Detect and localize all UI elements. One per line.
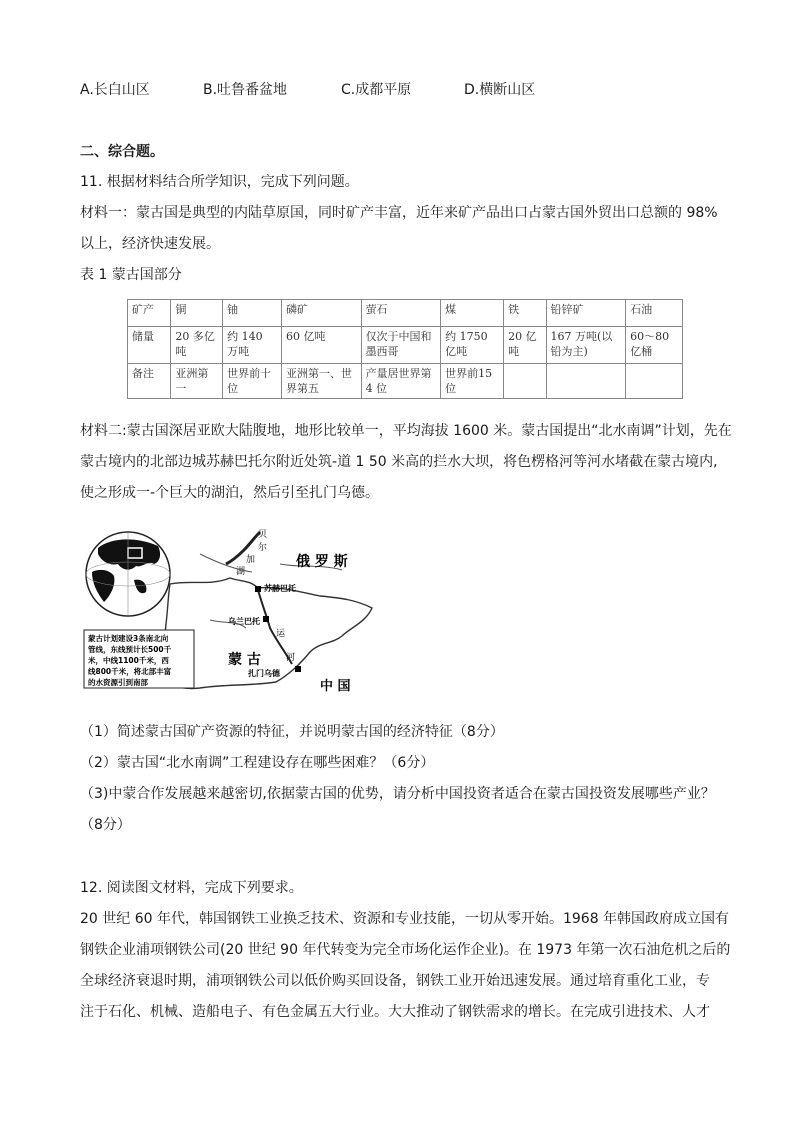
city-sukhbaatar: 苏赫巴托 [264, 584, 296, 593]
table-row [128, 327, 683, 364]
table-header-row [128, 300, 683, 327]
table-caption: 表 1 蒙古国部分 [80, 267, 182, 283]
q11-material2-line3: 使之形成一-个巨大的湖泊，然后引至扎门乌德。 [80, 485, 380, 501]
table-cell: 磷矿 [281, 300, 361, 327]
q12-stem: 12. 阅读图文材料，完成下列要求。 [80, 880, 303, 896]
table-cell: 铀 [223, 300, 282, 327]
canal-label-2: 河 [286, 653, 296, 663]
table-cell: 60 亿吨 [281, 327, 361, 364]
table-cell: 铁 [504, 300, 546, 327]
minerals-table [127, 299, 683, 399]
table-cell: 亚洲第一 [171, 364, 223, 399]
table-cell: 产量居世界第 4 位 [361, 364, 441, 399]
table-cell: 备注 [128, 364, 171, 399]
lake-label-4: 湖 [236, 567, 246, 577]
q12-line3: 全球经济衰退时期，浦项钢铁公司以低价购买回设备，钢铁工业开始迅速发展。通过培育重化工业，专 [80, 973, 710, 989]
option-a: A.长白山区 [80, 82, 150, 98]
table-cell: 萤石 [361, 300, 441, 327]
table-cell: 20 多亿吨 [171, 327, 223, 364]
mongolia-map [80, 524, 382, 706]
map-note-line: 米，中线1100千米，西 [88, 656, 169, 665]
table-cell: 约 1750 亿吨 [441, 327, 504, 364]
lake-label-1: 贝 [258, 530, 268, 540]
table-cell: 亚洲第一、世界第五 [281, 364, 361, 399]
map-note-line: 的水资源引到南部 [88, 678, 148, 687]
russia-label: 俄 罗 斯 [296, 554, 348, 570]
q11-material2-line1: 材料二:蒙古国深居亚欧大陆腹地，地形比较单一，平均海拔 1600 米。蒙古国提出“北水南调”计划，先在 [80, 423, 732, 439]
q12-line2: 钢铁企业浦项钢铁公司(20 世纪 90 年代转变为完全市场化运作企业)。在 1973 年第一次石油危机之后的 [80, 942, 731, 958]
table-cell: 煤 [441, 300, 504, 327]
q11-sub3-line1: （3)中蒙合作发展越来越密切,依据蒙古国的优势，请分析中国投资者适合在蒙古国投资发展哪些产业？ [80, 786, 715, 802]
option-c: C.成都平原 [341, 82, 412, 98]
map-note-line: 管线，东线预计长500千 [88, 645, 172, 654]
mongolia-label: 蒙 古 [228, 652, 261, 668]
option-b: B.吐鲁番盆地 [203, 82, 288, 98]
table-cell: 矿产 [128, 300, 171, 327]
q12-line4: 注于石化、机械、造船电子、有色金属五大行业。大大推动了钢铁需求的增长。在完成引进技术、人才 [80, 1004, 710, 1020]
q11-material2-line2: 蒙古境内的北部边城苏赫巴托尔附近处筑-道 1 50 米高的拦水大坝，将色楞格河等河水堵截在蒙古境内, [80, 454, 718, 470]
q12-line1: 20 世纪 60 年代，韩国钢铁工业换乏技术、资源和专业技能，一切从零开始。1968 年韩国政府成立国有 [80, 911, 730, 927]
table-cell: 铅锌矿 [546, 300, 626, 327]
table-cell: 20 亿吨 [504, 327, 546, 364]
q11-stem: 11. 根据材料结合所学知识，完成下列问题。 [80, 174, 359, 190]
table-cell [546, 364, 626, 399]
table-cell: 约 140 万吨 [223, 327, 282, 364]
q11-sub1: （1）简述蒙古国矿产资源的特征，并说明蒙古国的经济特征（8分） [80, 724, 504, 740]
option-d: D.横断山区 [464, 82, 536, 98]
table-cell: 167 万吨(以铅为主) [546, 327, 626, 364]
city-ulaanbaatar: 乌兰巴托 [228, 617, 260, 626]
table-cell: 世界前15位 [441, 364, 504, 399]
map-note-line: 线800千米，将北部丰富 [88, 667, 172, 676]
table-cell: 石油 [626, 300, 683, 327]
table-cell: 储量 [128, 327, 171, 364]
q11-sub3-line2: （8分） [80, 817, 131, 833]
map-note-line: 蒙古计划建设3条南北向 [88, 634, 169, 643]
table-cell: 仅次于中国和墨西哥 [361, 327, 441, 364]
q11-material1-line2: 以上，经济快速发展。 [80, 236, 220, 252]
city-zamyn-uud: 扎门乌德 [248, 669, 280, 678]
globe-icon [86, 532, 170, 616]
table-cell: 60～80亿桶 [626, 327, 683, 364]
section-title: 二、综合题。 [80, 144, 164, 160]
table-cell: 世界前十位 [223, 364, 282, 399]
q11-material1-line1: 材料一：蒙古国是典型的内陆草原国，同时矿产丰富，近年来矿产品出口占蒙古国外贸出口总额的 98% [80, 205, 718, 221]
table-cell [626, 364, 683, 399]
table-row [128, 364, 683, 399]
q11-sub2: （2）蒙古国“北水南调”工程建设存在哪些困难？（6分） [80, 755, 435, 771]
lake-label-2: 尔 [258, 543, 268, 553]
lake-label-3: 加 [246, 555, 256, 565]
canal-label-1: 运 [276, 629, 286, 639]
table-cell: 铜 [171, 300, 223, 327]
table-cell [504, 364, 546, 399]
china-label: 中 国 [320, 679, 351, 694]
